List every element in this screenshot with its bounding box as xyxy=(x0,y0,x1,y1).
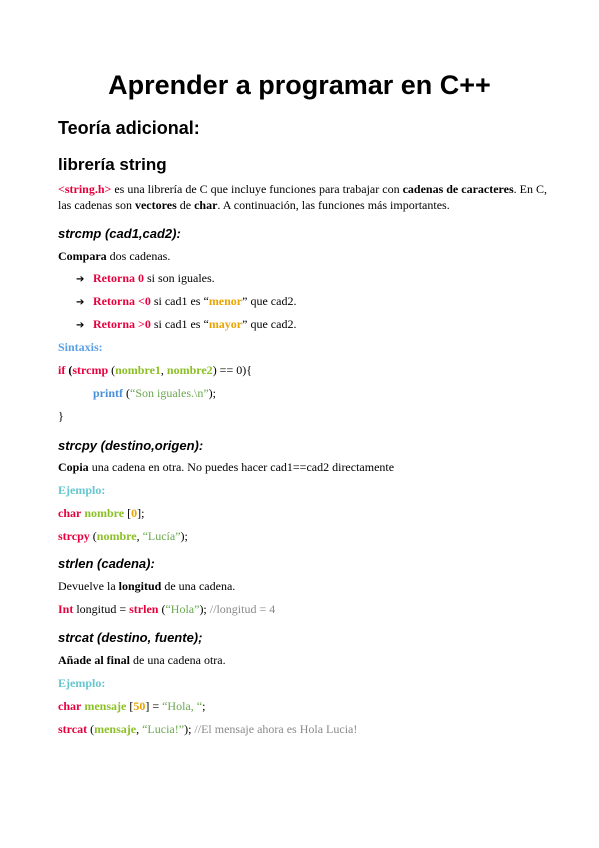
code-punct: ( xyxy=(87,722,95,736)
code-variable: mensaje xyxy=(94,722,137,736)
return-label: Retorna 0 xyxy=(93,271,144,285)
strlen-heading: strlen (cadena): xyxy=(58,556,155,571)
syntax-label xyxy=(58,339,548,355)
code-function: strlen xyxy=(129,602,159,616)
strcat-description xyxy=(58,652,548,668)
return-label: Retorna >0 xyxy=(93,317,151,331)
code-keyword: char xyxy=(58,699,82,713)
syntax-label-text: Sintaxis: xyxy=(58,340,103,354)
code-punct: ( xyxy=(89,529,97,543)
code-punct: [ xyxy=(124,506,132,520)
bullet-keyword: menor xyxy=(208,294,243,308)
code-line xyxy=(93,385,583,401)
strcpy-description xyxy=(58,459,548,475)
strcat-heading: strcat (destino, fuente); xyxy=(58,630,203,645)
code-punct: ( xyxy=(65,363,73,377)
header-tag: <string.h> xyxy=(58,182,112,196)
strlen-desc-text: Devuelve la xyxy=(58,579,119,593)
return-label: Retorna <0 xyxy=(93,294,151,308)
intro-paragraph xyxy=(58,181,548,213)
strcmp-desc-text: dos cadenas. xyxy=(106,249,171,263)
code-punct: ); xyxy=(199,602,210,616)
code-comment: //El mensaje ahora es Hola Lucia! xyxy=(194,722,358,736)
intro-text-2: . En C, las cadenas son xyxy=(58,182,547,212)
code-punct: , xyxy=(136,529,143,543)
code-string: “Hola, “ xyxy=(162,699,203,713)
example-label xyxy=(58,675,548,691)
list-item xyxy=(76,271,215,286)
code-keyword: Int xyxy=(58,602,74,616)
code-string: “Lucía” xyxy=(142,529,181,543)
code-punct: ]; xyxy=(137,506,145,520)
code-function: printf xyxy=(93,386,123,400)
code-function: strcmp xyxy=(72,363,109,377)
list-item xyxy=(76,294,296,309)
code-keyword: if xyxy=(58,363,66,377)
code-text: longitud = xyxy=(73,602,130,616)
strlen-desc-bold: longitud xyxy=(118,579,162,593)
code-punct: ; xyxy=(202,699,206,713)
code-punct: ( xyxy=(108,363,116,377)
code-variable: nombre xyxy=(96,529,137,543)
strcmp-description xyxy=(58,248,548,264)
code-variable: nombre2 xyxy=(166,363,213,377)
strcpy-desc-text: una cadena en otra. No puedes hacer cad1==cad2 directamente xyxy=(88,460,395,474)
code-punct: ] = xyxy=(145,699,163,713)
strcpy-heading: strcpy (destino,origen): xyxy=(58,438,204,453)
code-punct: [ xyxy=(126,699,134,713)
intro-bold-1: cadenas de caracteres xyxy=(402,182,514,196)
code-keyword: char xyxy=(58,506,82,520)
code-punct: , xyxy=(160,363,167,377)
example-label-text: Ejemplo: xyxy=(58,676,106,690)
strcmp-desc-bold: Compara xyxy=(58,249,107,263)
bullet-text: si cad1 es “ xyxy=(150,317,209,331)
code-string: “Son iguales.\n” xyxy=(130,386,209,400)
code-punct: ); xyxy=(208,386,216,400)
code-line xyxy=(58,528,548,544)
bullet-text-end: ” que cad2. xyxy=(242,317,297,331)
intro-bold-3: char xyxy=(194,198,218,212)
code-punct: ( xyxy=(158,602,166,616)
code-line xyxy=(58,601,548,617)
code-line xyxy=(58,698,548,714)
subsection-heading: librería string xyxy=(58,155,167,174)
code-line xyxy=(58,721,548,737)
strlen-desc-text-end: de una cadena. xyxy=(161,579,236,593)
bullet-text: si cad1 es “ xyxy=(150,294,209,308)
intro-bold-2: vectores xyxy=(134,198,177,212)
code-comment: //longitud = 4 xyxy=(209,602,276,616)
intro-text-4: . A continuación, las funciones más importantes. xyxy=(217,198,450,212)
strcat-desc-text: de una cadena otra. xyxy=(130,653,226,667)
code-variable: mensaje xyxy=(84,699,127,713)
arrow-right-icon: ➔ xyxy=(76,297,85,308)
code-punct: ( xyxy=(123,386,130,400)
intro-text-1: es una librería de C que incluye funciones para trabajar con xyxy=(111,182,403,196)
code-punct: ); xyxy=(184,722,195,736)
code-number: 0 xyxy=(131,506,138,520)
strlen-description xyxy=(58,578,548,594)
code-punct: , xyxy=(136,722,143,736)
code-punct: ) == 0){ xyxy=(212,363,252,377)
code-line xyxy=(58,505,548,521)
code-function: strcpy xyxy=(58,529,90,543)
code-variable: nombre xyxy=(84,506,125,520)
bullet-text: si son iguales. xyxy=(144,271,215,285)
list-item xyxy=(76,317,296,332)
bullet-keyword: mayor xyxy=(208,317,243,331)
strcat-desc-bold: Añade al final xyxy=(58,653,131,667)
strcmp-heading: strcmp (cad1,cad2): xyxy=(58,226,181,241)
document-title: Aprender a programar en C++ xyxy=(108,70,491,100)
code-punct: ); xyxy=(180,529,188,543)
example-label-text: Ejemplo: xyxy=(58,483,106,497)
code-line: } xyxy=(58,409,64,423)
arrow-right-icon: ➔ xyxy=(76,274,85,285)
code-string: “Lucia!” xyxy=(142,722,185,736)
code-function: strcat xyxy=(58,722,88,736)
code-string: “Hola” xyxy=(165,602,200,616)
intro-text-3: de xyxy=(176,198,195,212)
code-line xyxy=(58,362,548,378)
code-number: 50 xyxy=(133,699,146,713)
bullet-text-end: ” que cad2. xyxy=(242,294,297,308)
strcpy-desc-bold: Copia xyxy=(58,460,89,474)
code-variable: nombre1 xyxy=(115,363,161,377)
example-label xyxy=(58,482,548,498)
arrow-right-icon: ➔ xyxy=(76,320,85,331)
section-heading: Teoría adicional: xyxy=(58,118,200,138)
